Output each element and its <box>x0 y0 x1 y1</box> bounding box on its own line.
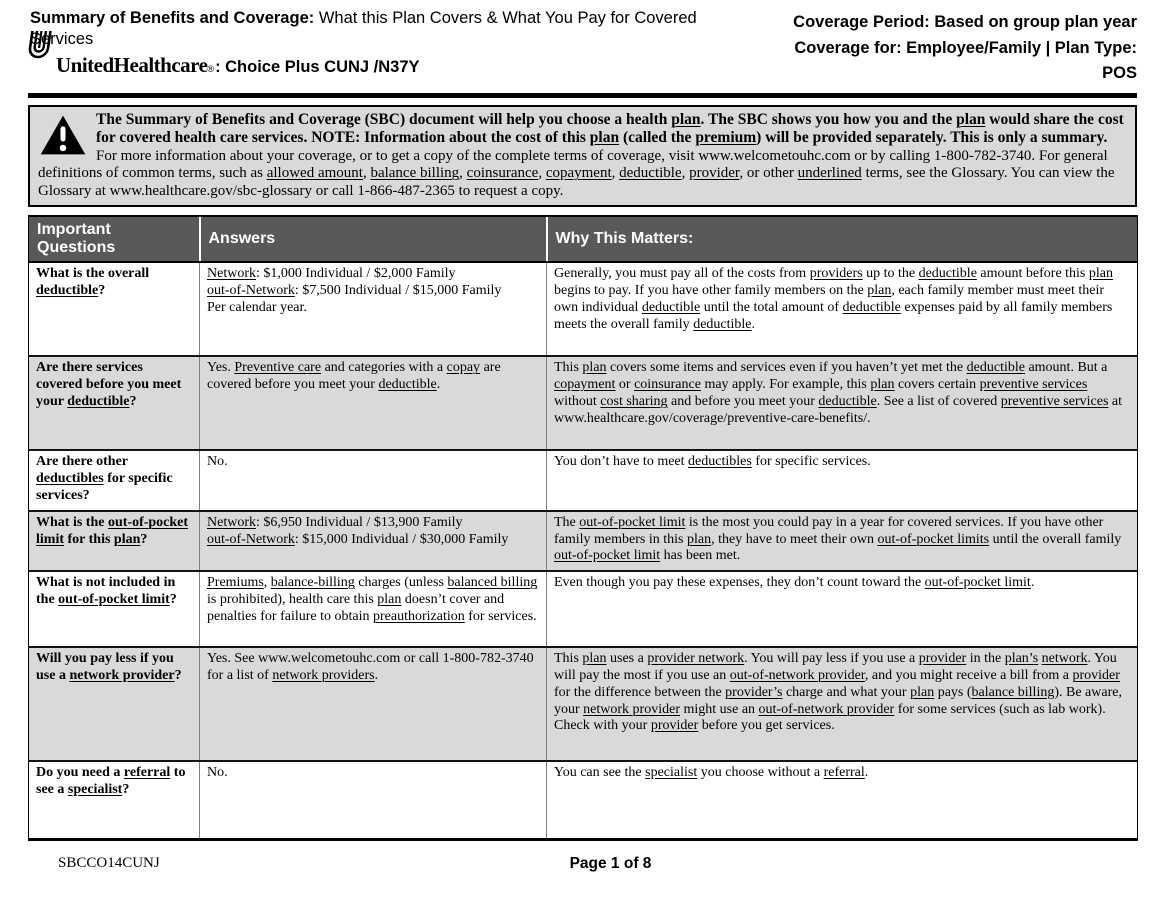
table-row <box>29 571 1138 647</box>
page-title-rest: What this Plan Covers & What You Pay for Covered Services <box>30 9 697 48</box>
glossary-term[interactable]: provider <box>650 718 699 734</box>
glossary-term[interactable]: deductible <box>67 394 130 410</box>
notice-box <box>28 105 1137 208</box>
glossary-term[interactable]: balance billing <box>971 684 1055 700</box>
glossary-term[interactable]: Preventive care <box>234 360 322 376</box>
glossary-term[interactable]: providers <box>809 266 863 282</box>
page-number: Page 1 of 8 <box>569 855 652 872</box>
table-row <box>29 511 1138 571</box>
glossary-term[interactable]: copay <box>446 360 481 376</box>
glossary-term[interactable]: plan <box>1088 266 1113 282</box>
answer-cell: Yes. See www.welcometouhc.com or call 1-800-782-3740 for a list of network providers. <box>200 647 547 761</box>
glossary-term[interactable]: deductible <box>842 300 901 316</box>
page-footer <box>28 855 1165 881</box>
page-title-bold: Summary of Benefits and Coverage: <box>30 9 315 27</box>
column-header-why-this-matters: Why This Matters: <box>547 216 1138 262</box>
table-row <box>29 647 1138 761</box>
why-cell: This plan covers some items and services even if you haven’t yet met the deductible amount. But a copayment or coinsurance may apply. For example, this plan covers certain preventive services without cost sharing and before you meet your deductible. See a list of covered preventive services at www.healthcare.gov/coverage/preventive-care-benefits/. <box>547 356 1138 450</box>
glossary-term[interactable]: out-of-pocket limit <box>36 514 189 547</box>
glossary-term[interactable]: balance-billing <box>270 575 355 591</box>
glossary-term[interactable]: deductibles <box>688 454 752 470</box>
glossary-term[interactable]: premium <box>695 129 757 147</box>
notice-text: The Summary of Benefits and Coverage (SBC) document will help you choose a health plan. The SBC shows you how you and the plan would share the cost for covered health care services. NOTE: Information about the cost of this plan (called the premium) will be provided separately. This is only a summary. For more information about your coverage, or to get a copy of the complete terms of coverage, visit www.welcometouhc.com or by calling 1-800-782-3740. For general definitions of common terms, such as allowed amount, balance billing, coinsurance, copayment, deductible, provider, or other underlined terms, see the Glossary. You can view the Glossary at www.healthcare.gov/sbc-glossary or call 1-866-487-2365 to request a copy. <box>38 110 1124 199</box>
glossary-term[interactable]: out-of-network provider <box>758 701 895 717</box>
glossary-term[interactable]: Premiums <box>207 575 264 591</box>
benefits-table <box>28 215 1138 840</box>
table-row <box>29 356 1138 450</box>
table-row <box>29 262 1138 356</box>
glossary-term[interactable]: plan <box>910 684 935 700</box>
glossary-term[interactable]: coinsurance <box>466 165 539 182</box>
header-divider-rule <box>28 93 1137 98</box>
glossary-term[interactable]: out-of-pocket limit <box>554 548 661 564</box>
document-header <box>28 0 1137 87</box>
header-left <box>28 8 758 78</box>
glossary-term[interactable]: specialist <box>67 782 123 797</box>
glossary-term[interactable]: balance billing <box>370 165 460 182</box>
glossary-term[interactable]: Network <box>207 514 256 530</box>
glossary-term[interactable]: network <box>1041 651 1088 667</box>
glossary-term[interactable]: balanced billing <box>447 575 538 591</box>
glossary-term[interactable]: deductible <box>36 283 99 299</box>
glossary-term[interactable]: preauthorization <box>373 608 465 624</box>
glossary-term[interactable]: network provider <box>69 668 175 683</box>
why-cell: Generally, you must pay all of the costs from providers up to the deductible amount before this plan begins to pay. If you have other family members on the plan, each family member must meet their own individual deductible until the total amount of deductible expenses paid by all family members meets the overall family deductible. <box>547 262 1138 356</box>
glossary-term[interactable]: plan <box>867 283 892 299</box>
answer-cell: Network: $1,000 Individual / $2,000 Family out-of-Network: $7,500 Individual / $15,000 Family Per calendar year. <box>200 262 547 356</box>
glossary-term[interactable]: allowed amount <box>266 165 363 182</box>
glossary-term[interactable]: deductible <box>378 377 437 393</box>
why-cell: The out-of-pocket limit is the most you could pay in a year for covered services. If you have other family members in this plan, they have to meet their own out-of-pocket limits until the overall family out-of-pocket limit has been met. <box>547 511 1138 571</box>
glossary-term[interactable]: out-of-network provider <box>729 668 865 683</box>
why-cell: This plan uses a provider network. You will pay less if you use a provider in the plan’s network. You will pay the most if you use an out-of-network provider, and you might receive a bill from a provider for the difference between the provider’s charge and what your plan pays (balance billing). Be aware, your network provider might use an out-of-network provider for some services (such as lab work). Check with your provider before you get services. <box>547 647 1138 761</box>
glossary-term[interactable]: out-of-pocket limit <box>58 592 170 607</box>
question-cell: What is not included in the out-of-pocket limit? <box>29 571 200 647</box>
glossary-term[interactable]: out-of-Network <box>207 531 295 547</box>
glossary-term[interactable]: copayment <box>545 165 612 182</box>
glossary-term[interactable]: provider <box>918 651 967 667</box>
glossary-term[interactable]: out-of-Network <box>207 283 295 299</box>
glossary-term[interactable]: deductible <box>966 360 1025 376</box>
glossary-term[interactable]: plan <box>582 360 607 376</box>
glossary-term[interactable]: deductibles <box>36 471 104 487</box>
question-cell: Are there other deductibles for specific services? <box>29 450 200 510</box>
glossary-term[interactable]: out-of-pocket limit <box>579 514 686 530</box>
glossary-term[interactable]: preventive services <box>1000 394 1109 410</box>
answer-cell: No. <box>200 761 547 839</box>
glossary-term[interactable]: preventive services <box>979 377 1088 393</box>
glossary-term[interactable]: deductible <box>641 300 701 316</box>
glossary-term[interactable]: Network <box>207 266 256 282</box>
brand-line <box>30 53 758 78</box>
benefits-table-body <box>29 262 1138 839</box>
glossary-term[interactable]: underlined <box>797 165 862 182</box>
glossary-term[interactable]: cost sharing <box>600 394 668 410</box>
question-cell: What is the overall deductible? <box>29 262 200 356</box>
glossary-term[interactable]: out-of-pocket limit <box>924 575 1031 591</box>
glossary-term[interactable]: plan <box>956 110 986 128</box>
question-cell: Do you need a referral to see a specialist? <box>29 761 200 839</box>
glossary-term[interactable]: deductible <box>918 266 977 282</box>
glossary-term[interactable]: provider <box>689 165 740 182</box>
column-header-important-questions: Important Questions <box>29 216 200 262</box>
glossary-term[interactable]: out-of-pocket limits <box>877 531 990 547</box>
document-code: SBCCO14CUNJ <box>58 855 160 871</box>
glossary-term[interactable]: plan’s <box>1004 651 1039 667</box>
glossary-term[interactable]: plan <box>589 129 620 147</box>
question-cell: Are there services covered before you meet your deductible? <box>29 356 200 450</box>
glossary-term[interactable]: plan <box>582 651 607 667</box>
answer-cell: No. <box>200 450 547 510</box>
sbc-page <box>28 0 1137 872</box>
table-row <box>29 761 1138 839</box>
glossary-term[interactable]: provider <box>1072 668 1120 683</box>
table-header-row <box>29 216 1138 262</box>
glossary-term[interactable]: specialist <box>645 765 698 781</box>
glossary-term[interactable]: plan <box>870 377 895 393</box>
glossary-term[interactable]: provider’s <box>725 684 783 700</box>
answer-cell: Network: $6,950 Individual / $13,900 Family out-of-Network: $15,000 Individual / $30,000 Family <box>200 511 547 571</box>
answer-cell: Premiums, balance-billing charges (unless balanced billing is prohibited), health care this plan doesn’t cover and penalties for failure to obtain preauthorization for services. <box>200 571 547 647</box>
coverage-for: Coverage for: Employee/Family | Plan Type: POS <box>794 38 1137 83</box>
glossary-term[interactable]: referral <box>123 765 171 781</box>
glossary-term[interactable]: provider network <box>647 651 745 667</box>
glossary-term[interactable]: deductible <box>619 165 682 182</box>
glossary-term[interactable]: network provider <box>583 701 680 717</box>
table-row <box>29 450 1138 510</box>
answer-cell: Yes. Preventive care and categories with a copay are covered before you meet your deductible. <box>200 356 547 450</box>
glossary-term[interactable]: deductible <box>818 394 877 410</box>
question-cell: Will you pay less if you use a network provider? <box>29 647 200 761</box>
page-title <box>30 8 758 49</box>
glossary-term[interactable]: coinsurance <box>634 377 701 393</box>
registered-mark: ® <box>207 64 215 75</box>
question-cell: What is the out-of-pocket limit for this plan? <box>29 511 200 571</box>
warning-icon <box>40 114 86 162</box>
glossary-term[interactable]: plan <box>686 531 712 547</box>
glossary-term[interactable]: network providers <box>272 668 375 683</box>
column-header-answers: Answers <box>200 216 547 262</box>
coverage-period: Coverage Period: Based on group plan year <box>793 13 1137 31</box>
glossary-term[interactable]: plan <box>113 531 141 547</box>
why-cell: You can see the specialist you choose without a referral. <box>547 761 1138 839</box>
header-right <box>758 8 1137 87</box>
why-cell: You don’t have to meet deductibles for specific services. <box>547 450 1138 510</box>
brand-name: UnitedHealthcare <box>56 53 208 78</box>
glossary-term[interactable]: copayment <box>554 377 616 393</box>
why-cell: Even though you pay these expenses, they don’t count toward the out-of-pocket limit. <box>547 571 1138 647</box>
glossary-term[interactable]: plan <box>671 110 701 128</box>
glossary-term[interactable]: referral <box>823 765 865 781</box>
plan-name: : Choice Plus CUNJ /N37Y <box>215 58 420 77</box>
glossary-term[interactable]: deductible <box>693 316 752 332</box>
glossary-term[interactable]: plan <box>377 592 402 607</box>
